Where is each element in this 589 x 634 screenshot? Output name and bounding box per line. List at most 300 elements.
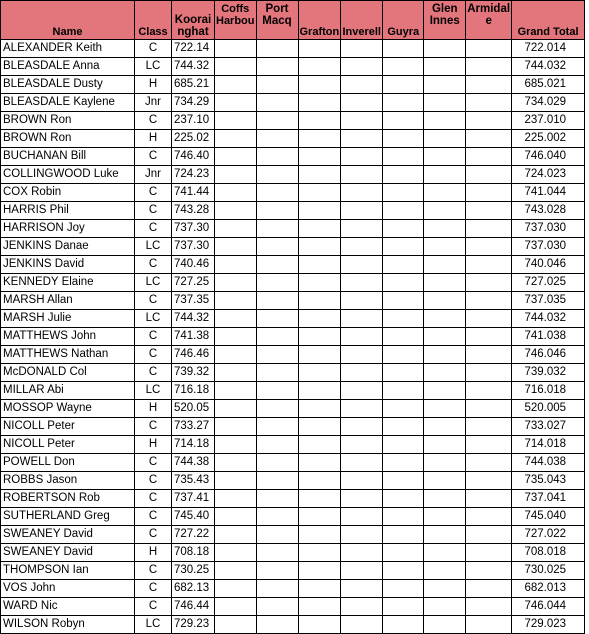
cell-grand-total[interactable]: 734.029 [512,94,585,112]
cell-armidale[interactable] [466,472,512,490]
cell-glen-innes[interactable] [424,274,466,292]
cell-kooraignghat[interactable]: 735.43 [172,472,215,490]
cell-grand-total[interactable]: 737.030 [512,220,585,238]
cell-grand-total[interactable]: 225.002 [512,130,585,148]
cell-grand-total[interactable]: 739.032 [512,364,585,382]
cell-grafton[interactable] [298,310,341,328]
cell-class[interactable]: C [135,220,172,238]
cell-guyra[interactable] [383,526,424,544]
cell-name[interactable]: COX Robin [1,184,135,202]
cell-port-macq[interactable] [256,94,298,112]
cell-coffs-harbour[interactable] [215,364,257,382]
cell-name[interactable]: WARD Nic [1,598,135,616]
cell-name[interactable]: SWEANEY David [1,526,135,544]
cell-port-macq[interactable] [256,382,298,400]
cell-grafton[interactable] [298,256,341,274]
cell-kooraignghat[interactable]: 730.25 [172,562,215,580]
cell-glen-innes[interactable] [424,166,466,184]
cell-inverell[interactable] [341,166,383,184]
cell-kooraignghat[interactable]: 741.38 [172,328,215,346]
cell-grand-total[interactable]: 746.040 [512,148,585,166]
cell-port-macq[interactable] [256,256,298,274]
cell-name[interactable]: NICOLL Peter [1,418,135,436]
cell-port-macq[interactable] [256,238,298,256]
cell-kooraignghat[interactable]: 737.30 [172,220,215,238]
cell-inverell[interactable] [341,220,383,238]
header-port-macq[interactable]: Port Macq [256,1,298,40]
cell-grafton[interactable] [298,40,341,58]
cell-kooraignghat[interactable]: 745.40 [172,508,215,526]
cell-guyra[interactable] [383,166,424,184]
cell-grand-total[interactable]: 708.018 [512,544,585,562]
cell-coffs-harbour[interactable] [215,454,257,472]
cell-glen-innes[interactable] [424,364,466,382]
cell-grand-total[interactable]: 746.044 [512,598,585,616]
cell-coffs-harbour[interactable] [215,130,257,148]
header-coffs-harbour[interactable]: Coffs Harbou [215,1,257,40]
cell-grafton[interactable] [298,508,341,526]
cell-class[interactable]: LC [135,274,172,292]
cell-inverell[interactable] [341,580,383,598]
cell-armidale[interactable] [466,364,512,382]
cell-inverell[interactable] [341,184,383,202]
cell-name[interactable]: POWELL Don [1,454,135,472]
cell-grand-total[interactable]: 740.046 [512,256,585,274]
cell-glen-innes[interactable] [424,94,466,112]
cell-inverell[interactable] [341,238,383,256]
cell-grafton[interactable] [298,130,341,148]
cell-grand-total[interactable]: 737.030 [512,238,585,256]
cell-grafton[interactable] [298,544,341,562]
cell-armidale[interactable] [466,418,512,436]
cell-armidale[interactable] [466,580,512,598]
cell-glen-innes[interactable] [424,76,466,94]
cell-inverell[interactable] [341,148,383,166]
cell-guyra[interactable] [383,364,424,382]
cell-grand-total[interactable]: 745.040 [512,508,585,526]
cell-armidale[interactable] [466,382,512,400]
cell-kooraignghat[interactable]: 708.18 [172,544,215,562]
cell-grafton[interactable] [298,364,341,382]
cell-armidale[interactable] [466,274,512,292]
cell-guyra[interactable] [383,40,424,58]
cell-armidale[interactable] [466,436,512,454]
cell-kooraignghat[interactable]: 716.18 [172,382,215,400]
cell-inverell[interactable] [341,472,383,490]
cell-kooraignghat[interactable]: 722.14 [172,40,215,58]
header-name[interactable]: Name [1,1,135,40]
cell-coffs-harbour[interactable] [215,256,257,274]
cell-name[interactable]: BLEASDALE Kaylene [1,94,135,112]
cell-name[interactable]: JENKINS David [1,256,135,274]
cell-guyra[interactable] [383,346,424,364]
cell-guyra[interactable] [383,418,424,436]
cell-glen-innes[interactable] [424,580,466,598]
cell-coffs-harbour[interactable] [215,202,257,220]
cell-kooraignghat[interactable]: 746.40 [172,148,215,166]
cell-class[interactable]: C [135,328,172,346]
cell-inverell[interactable] [341,544,383,562]
cell-coffs-harbour[interactable] [215,76,257,94]
cell-kooraignghat[interactable]: 739.32 [172,364,215,382]
cell-kooraignghat[interactable]: 737.30 [172,238,215,256]
cell-glen-innes[interactable] [424,112,466,130]
cell-port-macq[interactable] [256,202,298,220]
cell-armidale[interactable] [466,238,512,256]
cell-glen-innes[interactable] [424,202,466,220]
cell-armidale[interactable] [466,616,512,634]
cell-armidale[interactable] [466,526,512,544]
cell-armidale[interactable] [466,202,512,220]
cell-armidale[interactable] [466,544,512,562]
cell-guyra[interactable] [383,112,424,130]
cell-armidale[interactable] [466,76,512,94]
cell-name[interactable]: BROWN Ron [1,130,135,148]
cell-glen-innes[interactable] [424,472,466,490]
cell-port-macq[interactable] [256,274,298,292]
cell-kooraignghat[interactable]: 685.21 [172,76,215,94]
cell-coffs-harbour[interactable] [215,58,257,76]
cell-grand-total[interactable]: 744.032 [512,58,585,76]
cell-inverell[interactable] [341,292,383,310]
cell-coffs-harbour[interactable] [215,544,257,562]
cell-coffs-harbour[interactable] [215,40,257,58]
cell-port-macq[interactable] [256,454,298,472]
cell-guyra[interactable] [383,238,424,256]
cell-armidale[interactable] [466,508,512,526]
cell-inverell[interactable] [341,40,383,58]
cell-guyra[interactable] [383,184,424,202]
cell-kooraignghat[interactable]: 737.35 [172,292,215,310]
cell-coffs-harbour[interactable] [215,238,257,256]
cell-class[interactable]: C [135,472,172,490]
cell-armidale[interactable] [466,58,512,76]
cell-class[interactable]: Jnr [135,94,172,112]
cell-grafton[interactable] [298,472,341,490]
cell-name[interactable]: MATTHEWS Nathan [1,346,135,364]
cell-grafton[interactable] [298,58,341,76]
cell-armidale[interactable] [466,40,512,58]
cell-port-macq[interactable] [256,148,298,166]
cell-glen-innes[interactable] [424,220,466,238]
cell-grafton[interactable] [298,436,341,454]
cell-class[interactable]: C [135,364,172,382]
cell-class[interactable]: C [135,256,172,274]
cell-armidale[interactable] [466,112,512,130]
cell-glen-innes[interactable] [424,346,466,364]
cell-name[interactable]: MARSH Julie [1,310,135,328]
cell-port-macq[interactable] [256,490,298,508]
cell-port-macq[interactable] [256,364,298,382]
cell-class[interactable]: H [135,436,172,454]
cell-inverell[interactable] [341,382,383,400]
cell-glen-innes[interactable] [424,328,466,346]
cell-coffs-harbour[interactable] [215,490,257,508]
cell-class[interactable]: H [135,544,172,562]
cell-port-macq[interactable] [256,346,298,364]
cell-guyra[interactable] [383,310,424,328]
cell-grafton[interactable] [298,76,341,94]
cell-inverell[interactable] [341,76,383,94]
cell-grafton[interactable] [298,238,341,256]
cell-port-macq[interactable] [256,292,298,310]
cell-grafton[interactable] [298,562,341,580]
cell-inverell[interactable] [341,346,383,364]
cell-kooraignghat[interactable]: 733.27 [172,418,215,436]
cell-grafton[interactable] [298,220,341,238]
cell-grafton[interactable] [298,418,341,436]
cell-kooraignghat[interactable]: 743.28 [172,202,215,220]
cell-glen-innes[interactable] [424,40,466,58]
cell-inverell[interactable] [341,508,383,526]
cell-armidale[interactable] [466,220,512,238]
cell-coffs-harbour[interactable] [215,382,257,400]
cell-port-macq[interactable] [256,418,298,436]
cell-grand-total[interactable]: 682.013 [512,580,585,598]
cell-name[interactable]: MILLAR Abi [1,382,135,400]
cell-armidale[interactable] [466,166,512,184]
cell-kooraignghat[interactable]: 740.46 [172,256,215,274]
cell-grafton[interactable] [298,490,341,508]
cell-armidale[interactable] [466,130,512,148]
cell-grand-total[interactable]: 685.021 [512,76,585,94]
cell-coffs-harbour[interactable] [215,508,257,526]
cell-class[interactable]: LC [135,58,172,76]
cell-coffs-harbour[interactable] [215,148,257,166]
cell-inverell[interactable] [341,328,383,346]
cell-coffs-harbour[interactable] [215,220,257,238]
cell-kooraignghat[interactable]: 744.38 [172,454,215,472]
cell-port-macq[interactable] [256,40,298,58]
cell-guyra[interactable] [383,202,424,220]
cell-grafton[interactable] [298,274,341,292]
cell-kooraignghat[interactable]: 737.41 [172,490,215,508]
cell-inverell[interactable] [341,454,383,472]
cell-armidale[interactable] [466,94,512,112]
cell-grafton[interactable] [298,616,341,634]
cell-grand-total[interactable]: 729.023 [512,616,585,634]
cell-grand-total[interactable]: 744.032 [512,310,585,328]
cell-coffs-harbour[interactable] [215,598,257,616]
cell-grafton[interactable] [298,166,341,184]
cell-grand-total[interactable]: 737.035 [512,292,585,310]
cell-armidale[interactable] [466,184,512,202]
cell-port-macq[interactable] [256,436,298,454]
cell-glen-innes[interactable] [424,598,466,616]
cell-kooraignghat[interactable]: 225.02 [172,130,215,148]
cell-port-macq[interactable] [256,220,298,238]
cell-grand-total[interactable]: 724.023 [512,166,585,184]
cell-guyra[interactable] [383,292,424,310]
cell-grand-total[interactable]: 737.041 [512,490,585,508]
cell-grafton[interactable] [298,382,341,400]
cell-glen-innes[interactable] [424,544,466,562]
cell-glen-innes[interactable] [424,184,466,202]
cell-guyra[interactable] [383,598,424,616]
cell-glen-innes[interactable] [424,130,466,148]
cell-armidale[interactable] [466,490,512,508]
cell-inverell[interactable] [341,58,383,76]
cell-glen-innes[interactable] [424,436,466,454]
cell-grafton[interactable] [298,112,341,130]
cell-guyra[interactable] [383,508,424,526]
cell-class[interactable]: C [135,526,172,544]
cell-grand-total[interactable]: 741.044 [512,184,585,202]
cell-coffs-harbour[interactable] [215,616,257,634]
cell-port-macq[interactable] [256,166,298,184]
cell-name[interactable]: COLLINGWOOD Luke [1,166,135,184]
cell-port-macq[interactable] [256,310,298,328]
cell-coffs-harbour[interactable] [215,580,257,598]
cell-coffs-harbour[interactable] [215,526,257,544]
cell-guyra[interactable] [383,220,424,238]
cell-class[interactable]: C [135,346,172,364]
cell-guyra[interactable] [383,436,424,454]
cell-inverell[interactable] [341,310,383,328]
cell-glen-innes[interactable] [424,490,466,508]
cell-kooraignghat[interactable]: 682.13 [172,580,215,598]
cell-armidale[interactable] [466,310,512,328]
cell-armidale[interactable] [466,148,512,166]
cell-guyra[interactable] [383,58,424,76]
cell-port-macq[interactable] [256,130,298,148]
cell-glen-innes[interactable] [424,400,466,418]
cell-armidale[interactable] [466,598,512,616]
cell-inverell[interactable] [341,490,383,508]
cell-guyra[interactable] [383,616,424,634]
cell-guyra[interactable] [383,94,424,112]
cell-glen-innes[interactable] [424,256,466,274]
cell-coffs-harbour[interactable] [215,274,257,292]
cell-inverell[interactable] [341,616,383,634]
header-grand-total[interactable]: Grand Total [512,1,585,40]
cell-glen-innes[interactable] [424,148,466,166]
cell-name[interactable]: HARRIS Phil [1,202,135,220]
cell-guyra[interactable] [383,274,424,292]
cell-kooraignghat[interactable]: 746.44 [172,598,215,616]
cell-grand-total[interactable]: 741.038 [512,328,585,346]
header-grafton[interactable]: Grafton [298,1,341,40]
cell-name[interactable]: THOMPSON Ian [1,562,135,580]
cell-class[interactable]: C [135,418,172,436]
cell-coffs-harbour[interactable] [215,418,257,436]
cell-coffs-harbour[interactable] [215,472,257,490]
cell-grand-total[interactable]: 237.010 [512,112,585,130]
cell-grafton[interactable] [298,202,341,220]
cell-armidale[interactable] [466,454,512,472]
cell-class[interactable]: LC [135,382,172,400]
cell-armidale[interactable] [466,256,512,274]
cell-kooraignghat[interactable]: 744.32 [172,310,215,328]
cell-port-macq[interactable] [256,328,298,346]
cell-glen-innes[interactable] [424,616,466,634]
header-armidale[interactable]: Armidal e [466,1,512,40]
cell-name[interactable]: ROBERTSON Rob [1,490,135,508]
cell-name[interactable]: MOSSOP Wayne [1,400,135,418]
cell-guyra[interactable] [383,472,424,490]
cell-glen-innes[interactable] [424,382,466,400]
cell-class[interactable]: C [135,562,172,580]
cell-port-macq[interactable] [256,544,298,562]
cell-grafton[interactable] [298,292,341,310]
cell-name[interactable]: MATTHEWS John [1,328,135,346]
cell-name[interactable]: JENKINS Danae [1,238,135,256]
cell-coffs-harbour[interactable] [215,328,257,346]
cell-grafton[interactable] [298,184,341,202]
cell-class[interactable]: H [135,76,172,94]
header-guyra[interactable]: Guyra [383,1,424,40]
cell-glen-innes[interactable] [424,238,466,256]
cell-inverell[interactable] [341,436,383,454]
cell-name[interactable]: SWEANEY David [1,544,135,562]
cell-grafton[interactable] [298,94,341,112]
cell-kooraignghat[interactable]: 727.25 [172,274,215,292]
cell-name[interactable]: BROWN Ron [1,112,135,130]
cell-grafton[interactable] [298,148,341,166]
cell-inverell[interactable] [341,364,383,382]
cell-class[interactable]: C [135,148,172,166]
cell-inverell[interactable] [341,130,383,148]
cell-coffs-harbour[interactable] [215,346,257,364]
cell-armidale[interactable] [466,292,512,310]
cell-guyra[interactable] [383,130,424,148]
cell-port-macq[interactable] [256,580,298,598]
cell-class[interactable]: LC [135,616,172,634]
cell-class[interactable]: LC [135,238,172,256]
cell-grand-total[interactable]: 730.025 [512,562,585,580]
cell-armidale[interactable] [466,328,512,346]
cell-name[interactable]: McDONALD Col [1,364,135,382]
cell-port-macq[interactable] [256,598,298,616]
cell-class[interactable]: H [135,400,172,418]
cell-guyra[interactable] [383,544,424,562]
cell-coffs-harbour[interactable] [215,112,257,130]
cell-kooraignghat[interactable]: 727.22 [172,526,215,544]
cell-class[interactable]: C [135,202,172,220]
cell-kooraignghat[interactable]: 724.23 [172,166,215,184]
cell-grand-total[interactable]: 735.043 [512,472,585,490]
cell-coffs-harbour[interactable] [215,166,257,184]
cell-glen-innes[interactable] [424,562,466,580]
header-inverell[interactable]: Inverell [341,1,383,40]
cell-grand-total[interactable]: 716.018 [512,382,585,400]
cell-name[interactable]: BUCHANAN Bill [1,148,135,166]
cell-inverell[interactable] [341,94,383,112]
cell-glen-innes[interactable] [424,310,466,328]
cell-class[interactable]: LC [135,310,172,328]
cell-grand-total[interactable]: 722.014 [512,40,585,58]
cell-class[interactable]: H [135,130,172,148]
cell-class[interactable]: C [135,580,172,598]
cell-guyra[interactable] [383,454,424,472]
cell-inverell[interactable] [341,418,383,436]
cell-class[interactable]: C [135,112,172,130]
cell-inverell[interactable] [341,400,383,418]
cell-class[interactable]: Jnr [135,166,172,184]
cell-class[interactable]: C [135,490,172,508]
cell-coffs-harbour[interactable] [215,310,257,328]
cell-kooraignghat[interactable]: 729.23 [172,616,215,634]
cell-port-macq[interactable] [256,184,298,202]
cell-kooraignghat[interactable]: 741.44 [172,184,215,202]
cell-name[interactable]: SUTHERLAND Greg [1,508,135,526]
cell-grand-total[interactable]: 733.027 [512,418,585,436]
cell-coffs-harbour[interactable] [215,94,257,112]
cell-glen-innes[interactable] [424,58,466,76]
cell-name[interactable]: KENNEDY Elaine [1,274,135,292]
cell-coffs-harbour[interactable] [215,292,257,310]
cell-armidale[interactable] [466,346,512,364]
